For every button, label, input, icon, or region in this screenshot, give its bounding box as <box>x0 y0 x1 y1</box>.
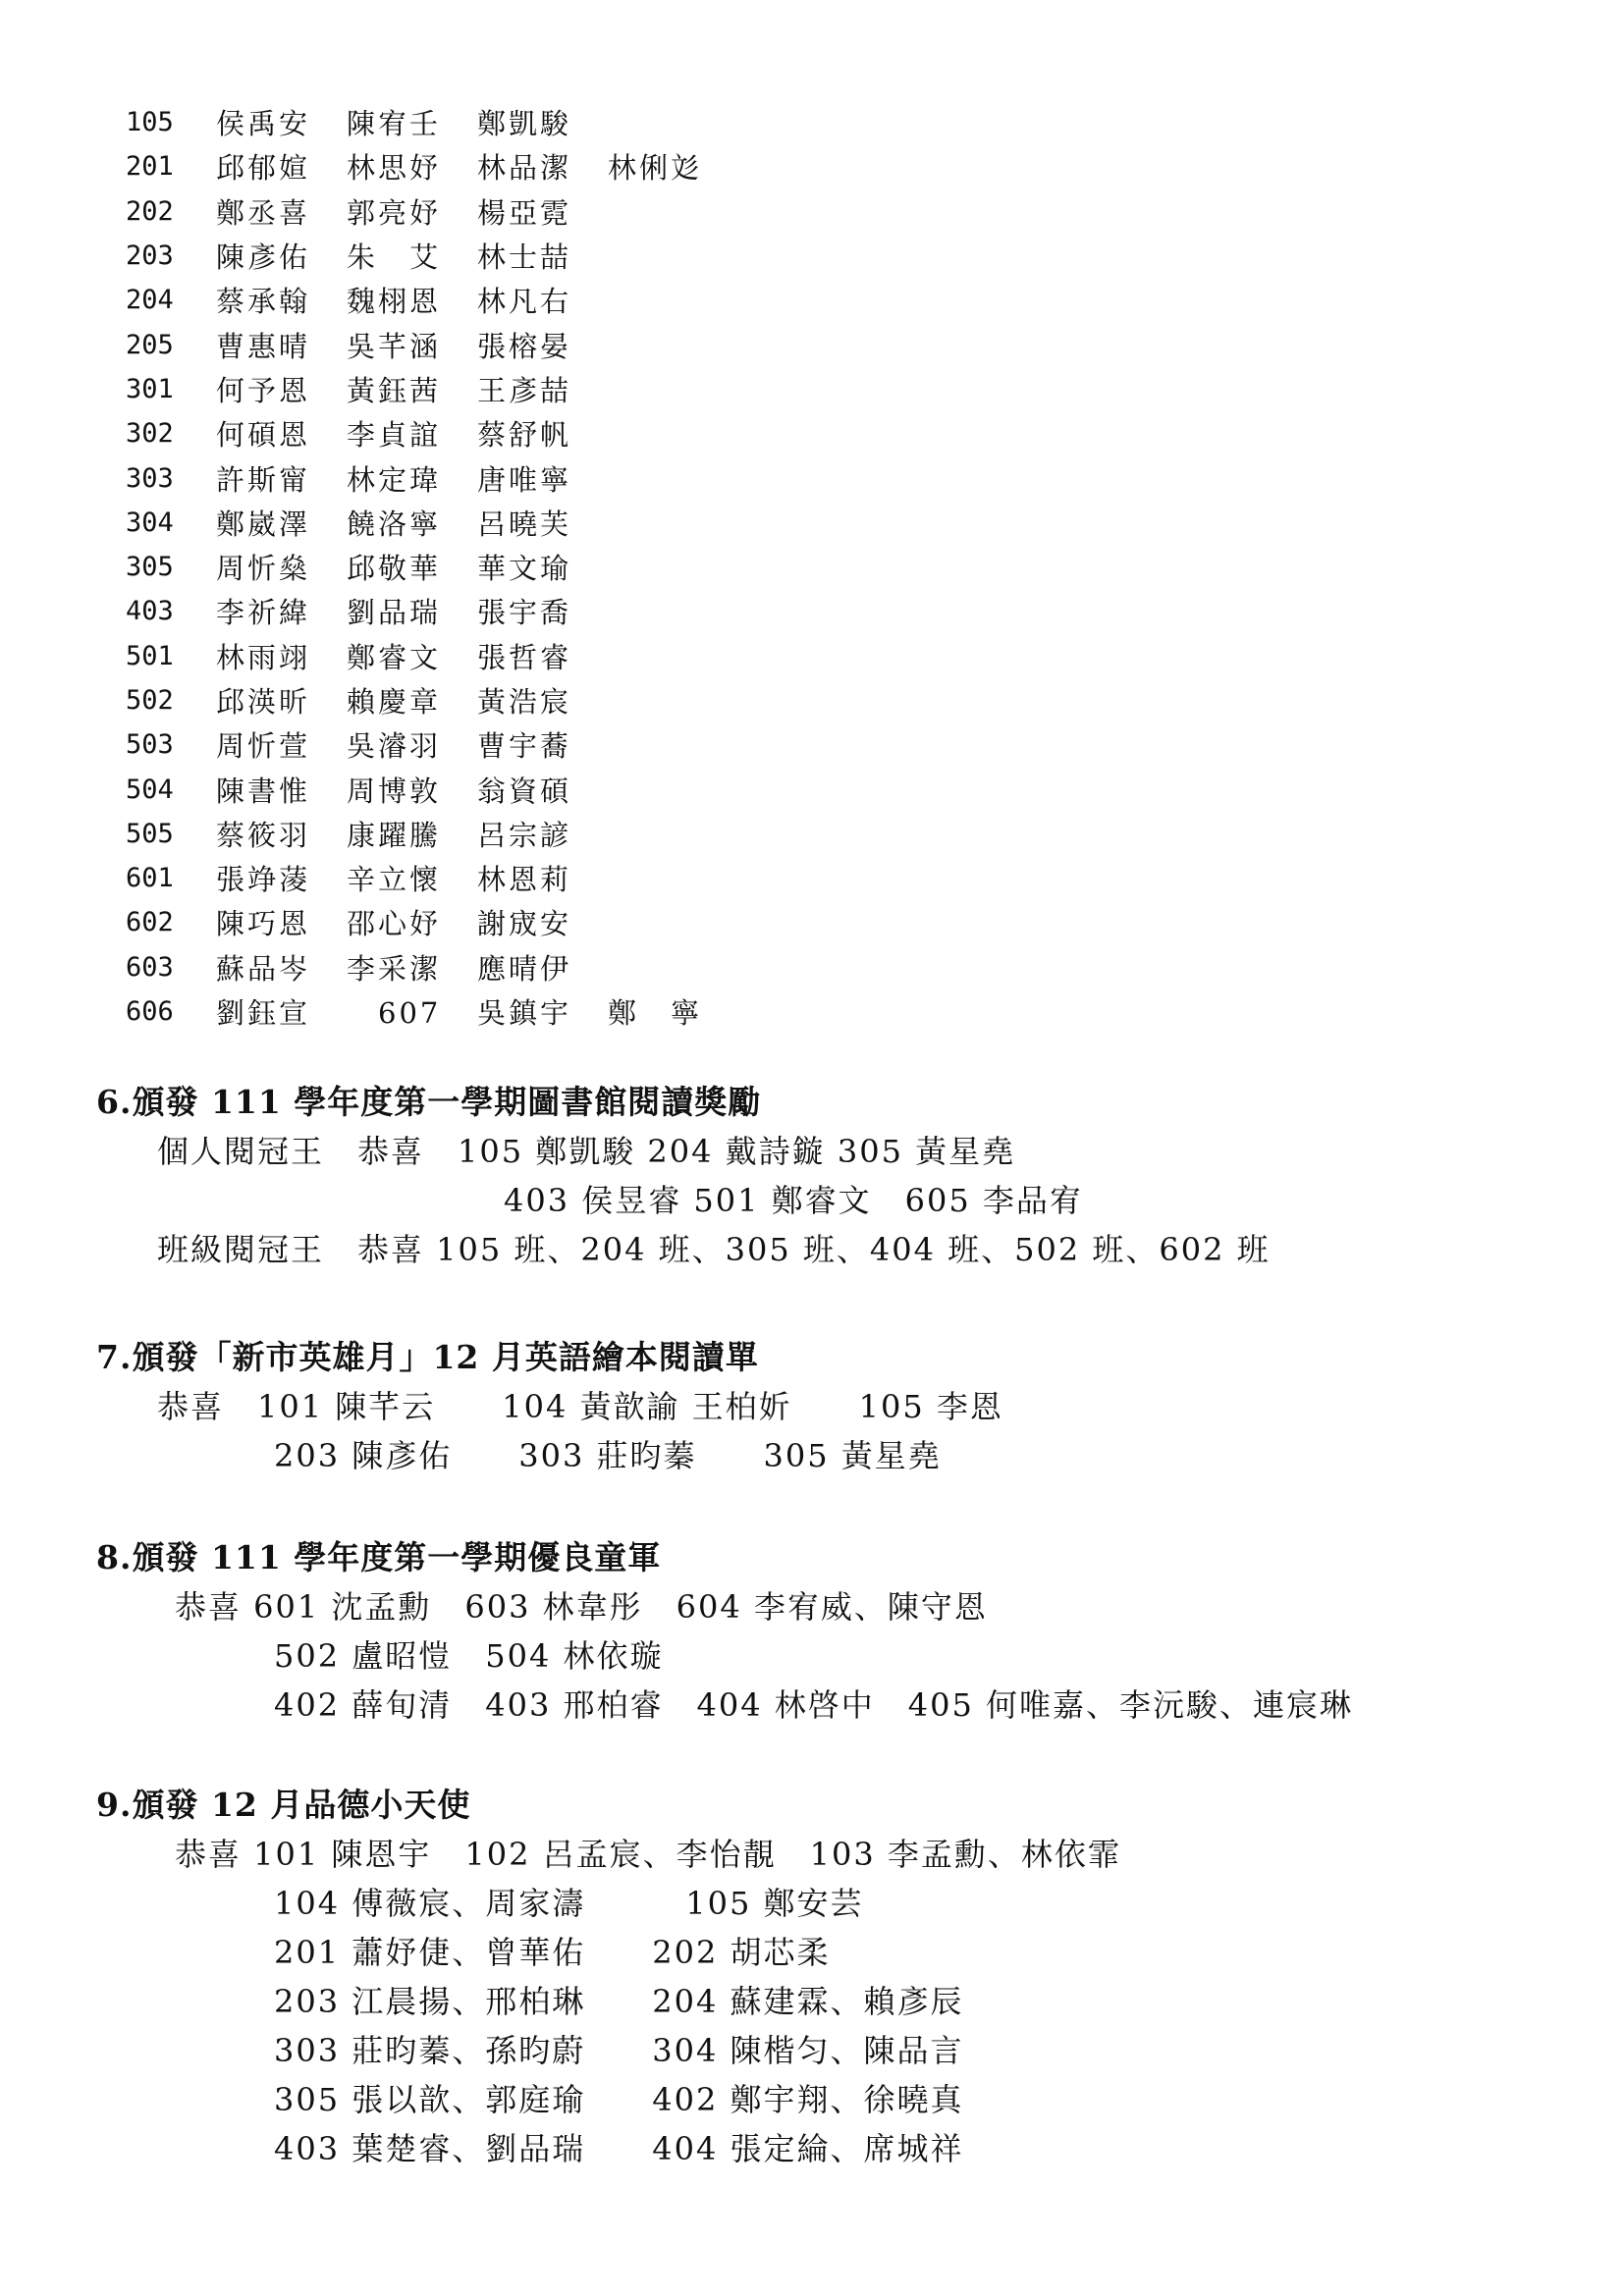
roster-row <box>126 856 716 900</box>
award-line: 恭喜 601 沈孟勳 603 林韋彤 604 李宥威、陳守恩 <box>175 1588 988 1626</box>
award-line: 恭喜 101 陳恩宇 102 呂孟宸、李怡靚 103 李孟勳、林依霏 <box>175 1836 1121 1873</box>
student-name: 蘇品岑 <box>216 951 311 986</box>
student-name: 呂宗諺 <box>477 818 572 852</box>
student-name: 林定瑋 <box>347 462 442 497</box>
student-name: 魏栩恩 <box>347 285 442 319</box>
student-name: 賴慶章 <box>347 685 442 719</box>
roster-row <box>126 501 716 545</box>
student-name: 唐唯寧 <box>477 462 572 497</box>
class-number: 607 <box>347 996 442 1031</box>
award-line: 104 傅薇宸、周家濤 105 鄭安芸 <box>274 1885 864 1922</box>
class-number: 606 <box>126 996 174 1028</box>
roster-row <box>126 812 716 856</box>
roster-row <box>126 234 716 278</box>
student-name: 饒洛寧 <box>347 507 442 541</box>
student-name: 華文瑜 <box>477 552 572 586</box>
roster-row <box>126 945 716 989</box>
class-number: 504 <box>126 774 174 805</box>
class-number: 403 <box>126 596 174 627</box>
student-name: 周忻萱 <box>216 729 311 764</box>
student-name: 林品潔 <box>477 151 572 186</box>
class-number: 505 <box>126 818 174 849</box>
roster-row <box>126 322 716 366</box>
student-name: 林俐彣 <box>608 151 703 186</box>
student-name: 邱郁媗 <box>216 151 311 186</box>
class-number: 503 <box>126 729 174 761</box>
section-english-picture-book <box>96 1333 1003 1480</box>
student-name: 劉品瑞 <box>347 596 442 630</box>
student-name: 陳宥壬 <box>347 107 442 141</box>
section-title: 7.頒發「新市英雄月」12 月英語繪本閱讀單 <box>96 1338 759 1376</box>
student-name: 曹惠晴 <box>216 329 311 363</box>
student-name: 辛立懷 <box>347 863 442 897</box>
class-number: 501 <box>126 640 174 671</box>
award-line: 402 薛旬清 403 邢柏睿 404 林啓中 405 何唯嘉、李沅駿、連宸琳 <box>274 1686 1354 1724</box>
section-title: 8.頒發 111 學年度第一學期優良童軍 <box>96 1538 662 1576</box>
student-name: 劉鈺宣 <box>216 996 311 1031</box>
student-name: 何予恩 <box>216 373 311 407</box>
class-number: 201 <box>126 151 174 183</box>
student-name: 陳巧恩 <box>216 907 311 941</box>
student-name: 張哲睿 <box>477 640 572 674</box>
award-line: 305 張以歆、郭庭瑜 402 鄭宇翔、徐曉真 <box>274 2081 964 2118</box>
roster-row <box>126 634 716 678</box>
student-name: 吳濬羽 <box>347 729 442 764</box>
class-number: 301 <box>126 373 174 404</box>
class-number: 105 <box>126 107 174 138</box>
award-line: 恭喜 101 陳芊云 104 黃歆諭 王柏妡 105 李恩 <box>157 1388 1003 1425</box>
roster-row <box>126 678 716 722</box>
student-name: 邱敬華 <box>347 552 442 586</box>
student-name: 鄭 寧 <box>608 996 703 1031</box>
student-name: 曹宇蕎 <box>477 729 572 764</box>
student-name: 鄭睿文 <box>347 640 442 674</box>
student-name: 周忻燊 <box>216 552 311 586</box>
award-line: 203 陳彥佑 303 莊昀蓁 305 黃星堯 <box>274 1437 942 1474</box>
section-title: 6.頒發 111 學年度第一學期圖書館閱讀獎勵 <box>96 1083 762 1121</box>
roster-row <box>126 278 716 322</box>
student-name: 何碩恩 <box>216 418 311 453</box>
student-name: 翁資碩 <box>477 774 572 808</box>
class-number: 205 <box>126 329 174 360</box>
student-name: 林恩莉 <box>477 863 572 897</box>
student-name: 陳彥佑 <box>216 240 311 275</box>
award-line: 303 莊昀蓁、孫昀蔚 304 陳楷匀、陳品言 <box>274 2032 964 2069</box>
award-line: 502 盧昭愷 504 林依璇 <box>274 1637 664 1675</box>
student-name: 蔡筱羽 <box>216 818 311 852</box>
roster-row <box>126 367 716 411</box>
student-name: 李采潔 <box>347 951 442 986</box>
roster-row <box>126 100 716 144</box>
award-line: 203 江晨揚、邢柏琳 204 蘇建霖、賴彥辰 <box>274 1983 964 2020</box>
student-name: 李貞誼 <box>347 418 442 453</box>
student-name: 侯禹安 <box>216 107 311 141</box>
award-line: 403 葉楚睿、劉品瑞 404 張定綸、席城祥 <box>274 2130 964 2167</box>
student-name: 鄭崴澤 <box>216 507 311 541</box>
student-name: 邱渶昕 <box>216 685 311 719</box>
student-name: 楊亞霓 <box>477 195 572 230</box>
roster-row <box>126 455 716 500</box>
student-name: 黃鈺茜 <box>347 373 442 407</box>
student-name: 鄭凱駿 <box>477 107 572 141</box>
student-name: 吳鎮宇 <box>477 996 572 1031</box>
class-number: 303 <box>126 462 174 494</box>
roster-row <box>126 189 716 234</box>
student-name: 謝宬安 <box>477 907 572 941</box>
class-number: 601 <box>126 863 174 894</box>
student-name: 朱 艾 <box>347 240 442 275</box>
roster-row <box>126 989 716 1034</box>
student-name: 應晴伊 <box>477 951 572 986</box>
class-number: 305 <box>126 552 174 583</box>
award-line: 班級閱冠王 恭喜 105 班、204 班、305 班、404 班、502 班、602 班 <box>157 1231 1271 1268</box>
section-character-angels <box>96 1781 1121 2173</box>
student-name: 王彥喆 <box>477 373 572 407</box>
student-name: 許斯甯 <box>216 462 311 497</box>
student-name: 林士喆 <box>477 240 572 275</box>
award-line: 201 蕭妤倢、曾華佑 202 胡芯柔 <box>274 1934 831 1971</box>
class-number: 603 <box>126 951 174 983</box>
student-name: 蔡承翰 <box>216 285 311 319</box>
roster-row <box>126 545 716 589</box>
student-name: 邵心妤 <box>347 907 442 941</box>
student-name: 吳芊涵 <box>347 329 442 363</box>
section-title: 9.頒發 12 月品德小天使 <box>96 1786 471 1824</box>
roster-row <box>126 722 716 767</box>
student-name: 張宇喬 <box>477 596 572 630</box>
student-name: 陳書惟 <box>216 774 311 808</box>
student-name: 周博敦 <box>347 774 442 808</box>
class-number: 204 <box>126 285 174 316</box>
roster-row <box>126 144 716 188</box>
class-number: 602 <box>126 907 174 938</box>
student-name: 林雨翊 <box>216 640 311 674</box>
student-name: 呂曉芙 <box>477 507 572 541</box>
student-name: 李祈緯 <box>216 596 311 630</box>
student-name: 郭亮妤 <box>347 195 442 230</box>
student-name: 蔡舒帆 <box>477 418 572 453</box>
roster-row <box>126 589 716 633</box>
student-name: 黃浩宸 <box>477 685 572 719</box>
section-library-reading-award <box>96 1078 1271 1274</box>
award-line: 個人閱冠王 恭喜 105 鄭凱駿 204 戴詩鏇 305 黃星堯 <box>157 1133 1016 1170</box>
award-line: 403 侯昱睿 501 鄭睿文 605 李品宥 <box>504 1182 1083 1219</box>
class-number: 502 <box>126 685 174 716</box>
roster-row <box>126 900 716 944</box>
student-name: 張榕晏 <box>477 329 572 363</box>
roster-row <box>126 767 716 811</box>
student-roster <box>126 100 716 1034</box>
class-number: 203 <box>126 240 174 272</box>
student-name: 張竫蓤 <box>216 863 311 897</box>
student-name: 林凡右 <box>477 285 572 319</box>
student-name: 鄭丞喜 <box>216 195 311 230</box>
class-number: 304 <box>126 507 174 538</box>
section-outstanding-scouts <box>96 1533 1353 1730</box>
class-number: 202 <box>126 195 174 227</box>
roster-row <box>126 411 716 455</box>
student-name: 康躍騰 <box>347 818 442 852</box>
student-name: 林思妤 <box>347 151 442 186</box>
class-number: 302 <box>126 418 174 450</box>
